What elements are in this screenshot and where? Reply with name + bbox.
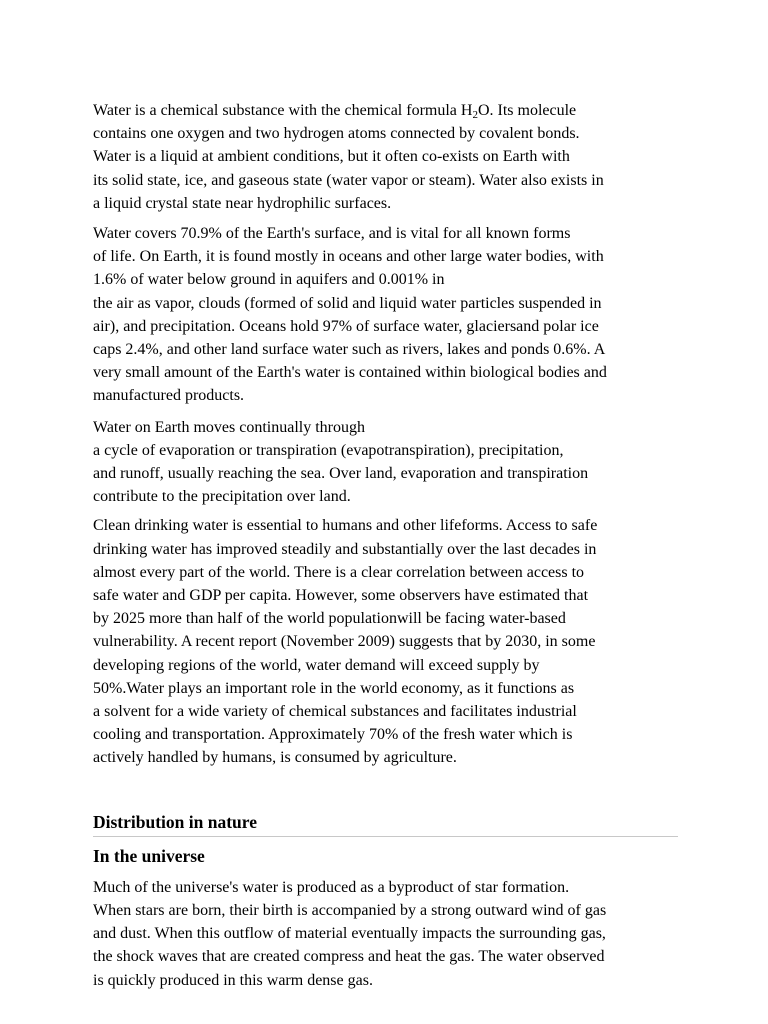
document-body <box>93 99 678 992</box>
text-line: caps 2.4%, and other land surface water such as rivers, lakes and ponds 0.6%. A <box>93 341 606 359</box>
text-line: the shock waves that are created compress and heat the gas. The water observed <box>93 948 605 966</box>
text-line: air), and precipitation. Oceans hold 97% of surface water, glaciersand polar ice <box>93 317 599 335</box>
text-line: safe water and GDP per capita. However, some observers have estimated that <box>93 587 589 605</box>
text-line: a liquid crystal state near hydrophilic surfaces. <box>93 194 392 212</box>
text-line: Clean drinking water is essential to humans and other lifeforms. Access to safe <box>93 517 598 535</box>
section-divider <box>93 836 678 837</box>
text-line: contains one oxygen and two hydrogen atoms connected by covalent bonds. <box>93 125 580 143</box>
text-line: vulnerability. A recent report (November 2009) suggests that by 2030, in some <box>93 633 596 651</box>
text-run: O. Its molecule <box>477 102 577 119</box>
paragraph-chemistry <box>93 99 678 215</box>
paragraph-water-cycle <box>93 416 678 509</box>
text-line: cooling and transportation. Approximately 70% of the fresh water which is <box>93 726 573 744</box>
text-line: its solid state, ice, and gaseous state (water vapor or steam). Water also exists in <box>93 171 604 189</box>
text-line: a solvent for a wide variety of chemical substances and facilitates industrial <box>93 703 577 721</box>
text-line: contribute to the precipitation over land. <box>93 488 351 506</box>
subsection-heading: In the universe <box>93 845 205 866</box>
text-line: manufactured products. <box>93 387 245 405</box>
text-line: 1.6% of water below ground in aquifers and 0.001% in <box>93 271 445 289</box>
subscript-text: 2 <box>472 109 478 121</box>
text-line: and dust. When this outflow of material eventually impacts the surrounding gas, <box>93 925 606 943</box>
text-line: Water on Earth moves continually through <box>93 418 365 436</box>
paragraph-universe <box>93 876 678 992</box>
text-line: actively handled by humans, is consumed by agriculture. <box>93 749 457 767</box>
text-line: developing regions of the world, water demand will exceed supply by <box>93 656 540 674</box>
text-line: very small amount of the Earth's water is contained within biological bodies and <box>93 364 607 382</box>
section-heading: Distribution in nature <box>93 811 258 832</box>
paragraph-earth-coverage <box>93 222 678 408</box>
text-line: drinking water has improved steadily and substantially over the last decades in <box>93 540 597 558</box>
text-line: Water covers 70.9% of the Earth's surface, and is vital for all known forms <box>93 225 571 243</box>
text-line: When stars are born, their birth is accompanied by a strong outward wind of gas <box>93 901 607 919</box>
text-line: of life. On Earth, it is found mostly in oceans and other large water bodies, with <box>93 248 604 266</box>
text-line: 50%.Water plays an important role in the world economy, as it functions as <box>93 679 575 697</box>
text-line <box>93 99 678 122</box>
text-line: Water is a liquid at ambient conditions, but it often co-exists on Earth with <box>93 148 570 166</box>
text-line: and runoff, usually reaching the sea. Over land, evaporation and transpiration <box>93 465 589 483</box>
text-line: by 2025 more than half of the world populationwill be facing water-based <box>93 610 566 628</box>
text-line: Much of the universe's water is produced as a byproduct of star formation. <box>93 878 570 896</box>
text-line: almost every part of the world. There is a clear correlation between access to <box>93 563 585 581</box>
text-run: Water is a chemical substance with the chemical formula H <box>93 102 473 119</box>
paragraph-drinking-water <box>93 514 678 769</box>
text-line: is quickly produced in this warm dense gas. <box>93 971 373 989</box>
text-line: a cycle of evaporation or transpiration (evapotranspiration), precipitation, <box>93 441 564 459</box>
text-line: the air as vapor, clouds (formed of solid and liquid water particles suspended in <box>93 294 602 312</box>
